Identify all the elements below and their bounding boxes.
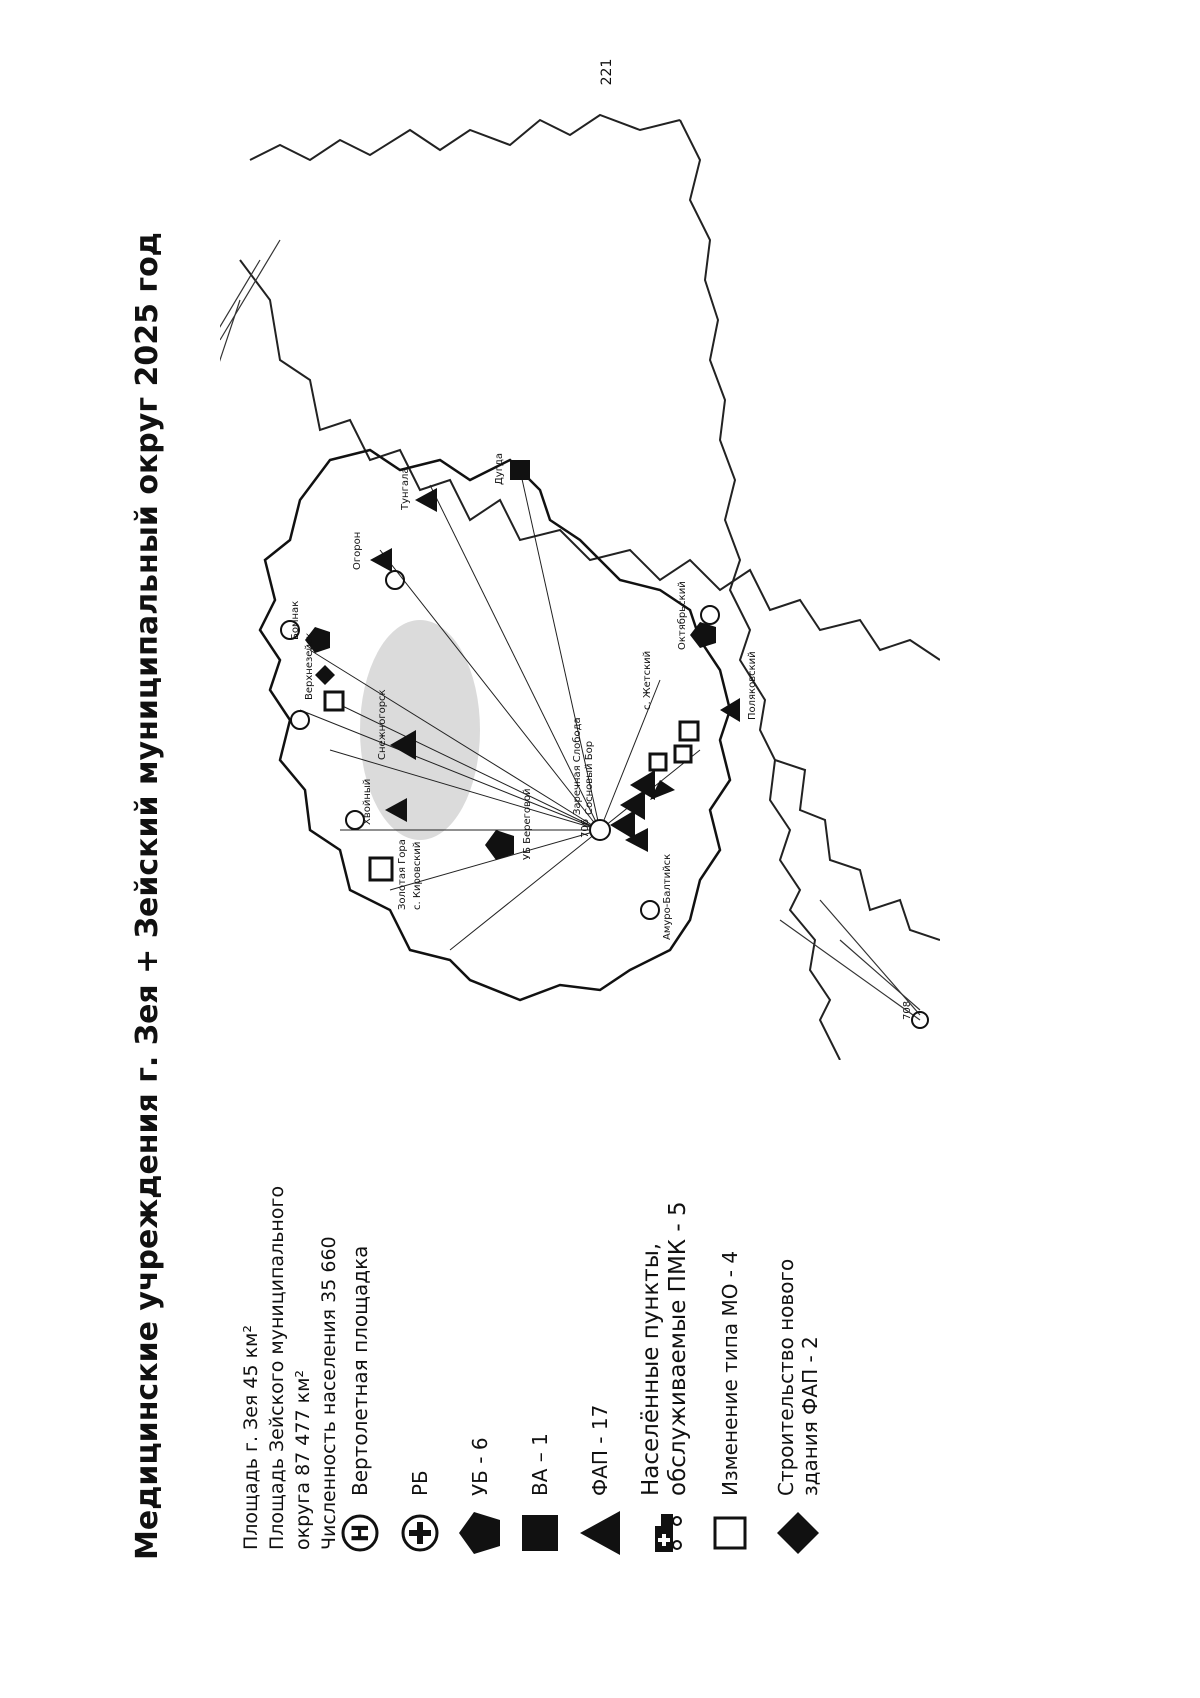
label-verkhnezeysk: Верхнезейск [304, 632, 315, 700]
label-polyakovsky: Поляковский [747, 651, 758, 720]
info-area-district-1: Площадь Зейского муниципального [266, 1185, 288, 1550]
label-ogoron: Огорон [352, 531, 363, 570]
hospital-cross-icon [392, 1502, 448, 1564]
marker-tungala [415, 488, 437, 512]
region-border-east [250, 115, 680, 160]
info-area-district-2: округа 87 477 км² [292, 1369, 314, 1550]
page-number: 221 [599, 58, 615, 86]
legend-label-pmk-line2: обслуживаемые ПМК - 5 [665, 1201, 691, 1496]
legend [330, 1124, 836, 1564]
legend-label-change: Изменение типа МО - 4 [718, 1250, 742, 1496]
marker-dugda [510, 460, 530, 480]
label-zhetsky: с. Жетский [642, 650, 653, 710]
legend-item-rb [390, 1124, 450, 1564]
label-706: 706 [580, 818, 591, 838]
label-sosnovy-bor: Сосновый Бор [584, 740, 595, 815]
slide [120, 80, 940, 1580]
label-oktyabrsky: Октябрьский [677, 581, 688, 650]
marker-new-fap [680, 722, 698, 740]
svg-text:H: H [349, 1523, 374, 1543]
legend-label-pmk [638, 1201, 692, 1496]
legend-label-va: ВА – 1 [528, 1433, 552, 1496]
triangle-icon [572, 1502, 628, 1564]
label-tungala: Тунгала [400, 467, 411, 510]
legend-item-change [700, 1124, 760, 1564]
legend-item-build [760, 1124, 836, 1564]
legend-label-rb: РБ [408, 1470, 432, 1496]
info-population: Численность населения 35 660 [318, 1236, 340, 1550]
label-bomnak: Бомнак [290, 600, 301, 640]
label-dugda: Дугда [494, 452, 505, 485]
legend-label-fap: ФАП - 17 [588, 1404, 612, 1496]
legend-label-build-line2: здания ФАП - 2 [798, 1336, 822, 1496]
marker-verkhnezeysk [325, 692, 343, 710]
slide-title: Медицинские учреждения г. Зея + Зейский муниципальный округ 2025 год [130, 232, 165, 1560]
legend-item-va [510, 1124, 570, 1564]
marker-verkhnezeysk-diamond [315, 665, 335, 685]
legend-item-fap [570, 1124, 630, 1564]
label-amuro-baltiysk: Амуро-Балтийск [662, 853, 673, 940]
label-zolotaya-gora: Золотая Гора [397, 839, 408, 910]
pentagon-icon [452, 1502, 508, 1564]
legend-item-pmk [630, 1124, 700, 1564]
marker-cluster-zeya [610, 746, 691, 852]
label-ub-beregovoy: УБ Береговой [522, 788, 533, 860]
region-border-river [240, 260, 940, 660]
label-kirovsky: с. Кировский [412, 841, 423, 910]
diamond-icon [770, 1502, 826, 1564]
marker-zolotaya-gora [370, 858, 392, 880]
helipad-icon [332, 1502, 388, 1564]
district-map [220, 100, 940, 1060]
legend-label-pmk-line1: Населённые пункты, [638, 1242, 664, 1496]
legend-label-build-line1: Строительство нового [774, 1258, 798, 1496]
road-lines [220, 240, 920, 1020]
legend-label-helipad: Вертолетная площадка [348, 1245, 372, 1496]
label-snezhnogorsk: Снежногорск [377, 689, 388, 760]
hospital-rb-marker [590, 820, 610, 840]
legend-item-helipad [330, 1124, 390, 1564]
helipad-markers [281, 571, 719, 919]
legend-label-build [774, 1259, 822, 1496]
info-block [238, 1186, 342, 1550]
empty-square-icon [702, 1502, 758, 1564]
square-icon [512, 1502, 568, 1564]
info-area-city: Площадь г. Зея 45 км² [240, 1324, 262, 1550]
legend-item-ub [450, 1124, 510, 1564]
label-khvoyny: Хвойный [362, 778, 373, 825]
label-708: 708 [902, 1000, 913, 1020]
region-border-south [775, 760, 940, 940]
mobile-clinic-icon [637, 1502, 693, 1564]
marker-oktyabrsky [690, 622, 716, 648]
marker-polyakovsky [720, 698, 740, 722]
label-zarechnaya-sloboda: Заречная Слобода [572, 717, 583, 815]
legend-label-ub: УБ - 6 [468, 1437, 492, 1496]
district-outline [260, 450, 730, 1000]
